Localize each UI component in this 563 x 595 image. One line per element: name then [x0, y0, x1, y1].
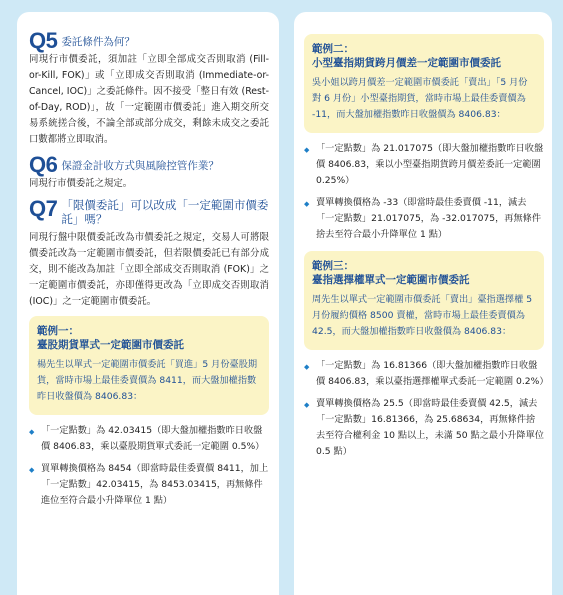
example1-label: 範例一：: [37, 325, 79, 337]
example2-title: 小型臺指期貨跨月價差一定範圍市價委託: [312, 57, 501, 69]
q7-heading: [29, 198, 269, 226]
list-item: ◆ 「一定點數」為 21.017075（即大盤加權指數昨日收盤價 8406.83，乘以小型臺指期貨跨月價差委託一定範圍 0.25%）: [304, 141, 544, 189]
q7-title: 「限價委託」可以改成「一定範圍市價委託」嗎？: [61, 198, 269, 226]
q7-number: Q7: [29, 196, 58, 221]
diamond-bullet-icon: ◆: [304, 363, 310, 371]
q5-body: 同現行市價委託，須加註「立即全部成交否則取消 (Fill-or-Kill, FOK)」或「立即成交否則取消 (Immediate-or-Cancel, IOC)」之委託條件。因不接受「整日有效 (Rest-of-Day, ROD)」，故「一定範圍市價委託」進入期交所交易系統搓合後，不論全部或部分成交，剩餘未成交之委託口數都將立即取消。: [29, 54, 269, 145]
q5-title: 委託條件為何？: [61, 36, 135, 48]
example2-box: [304, 34, 544, 133]
q6-title: 保證金計收方式與風險控管作業？: [61, 160, 219, 172]
list-item: ◆ 賣單轉換價格為 25.5（即當時最佳委賣價 42.5，減去「一定點數」16.81366，為 25.68634，再無條件捨去至符合權利金 10 點以上，未滿 50 點之最小升降單位 0.5 點）: [304, 396, 544, 460]
list-item: ◆ 買單轉換價格為 8454（即當時最佳委賣價 8411，加上「一定點數」42.03415，為 8453.03415，再無條件進位至符合最小升降單位 1 點）: [29, 461, 269, 509]
list-item: ◆ 「一定點數」為 16.81366（即大盤加權指數昨日收盤價 8406.83，乘以臺指選擇權單式委託一定範圍 0.2%）: [304, 358, 544, 390]
example2-text: 吳小姐以跨月價差一定範圍市價委託「賣出」「5 月份對 6 月份」小型臺指期貨，當時市場上最佳委賣價為 -11，而大盤加權指數昨日收盤價為 8406.83：: [312, 77, 528, 120]
example1-bullets: [29, 423, 269, 509]
q6-body: 同現行市價委託之規定。: [29, 178, 133, 189]
example3-label: 範例三：: [312, 260, 354, 272]
list-item: ◆ 賣單轉換價格為 -33（即當時最佳委賣價 -11，減去「一定點數」21.017075，為 -32.017075，再無條件捨去至符合最小升降單位 1 點）: [304, 195, 544, 243]
example3-bullets: [304, 358, 549, 460]
example1-title: 臺股期貨單式一定範圍市價委託: [37, 339, 184, 351]
diamond-bullet-icon: ◆: [304, 401, 310, 409]
example1-box: [29, 316, 269, 415]
example3-box: [304, 251, 544, 350]
example3-title: 臺指選擇權單式一定範圍市價委託: [312, 274, 470, 286]
left-column: [17, 12, 279, 595]
q6-number: Q6: [29, 152, 58, 177]
diamond-bullet-icon: ◆: [29, 428, 35, 436]
right-column: [294, 12, 552, 595]
diamond-bullet-icon: ◆: [304, 200, 310, 208]
example2-label: 範例二：: [312, 43, 354, 55]
example2-bullets: [304, 141, 544, 243]
example1-text: 楊先生以單式一定範圍市價委託「買進」5 月份臺股期貨，當時市場上最佳委賣價為 8411，而大盤加權指數昨日收盤價為 8406.83：: [37, 359, 258, 402]
q6-heading: [29, 154, 269, 176]
q5-heading: [29, 30, 269, 52]
q5-number: Q5: [29, 28, 58, 53]
list-item: ◆ 「一定點數」為 42.03415（即大盤加權指數昨日收盤價 8406.83，乘以臺股期貨單式委託一定範圍 0.5%）: [29, 423, 269, 455]
diamond-bullet-icon: ◆: [29, 466, 35, 474]
diamond-bullet-icon: ◆: [304, 146, 310, 154]
example3-text: 周先生以單式一定範圍市價委託「賣出」臺指選擇權 5 月份履約價格 8500 賣權，當時市場上最佳委賣價為 42.5，而大盤加權指數昨日收盤價為 8406.83：: [312, 294, 533, 337]
q7-body: 同現行盤中限價委託改為市價委託之規定，交易人可將限價委託改為一定範圍市價委託，但若限價委託已有部分成交，則不能改為加註「立即全部成交否則取消 (FOK)」之一定範圍市價委託，亦即僅得更改為「立即成交否則取消 (IOC)」之一定範圍市價委託。: [29, 232, 269, 307]
